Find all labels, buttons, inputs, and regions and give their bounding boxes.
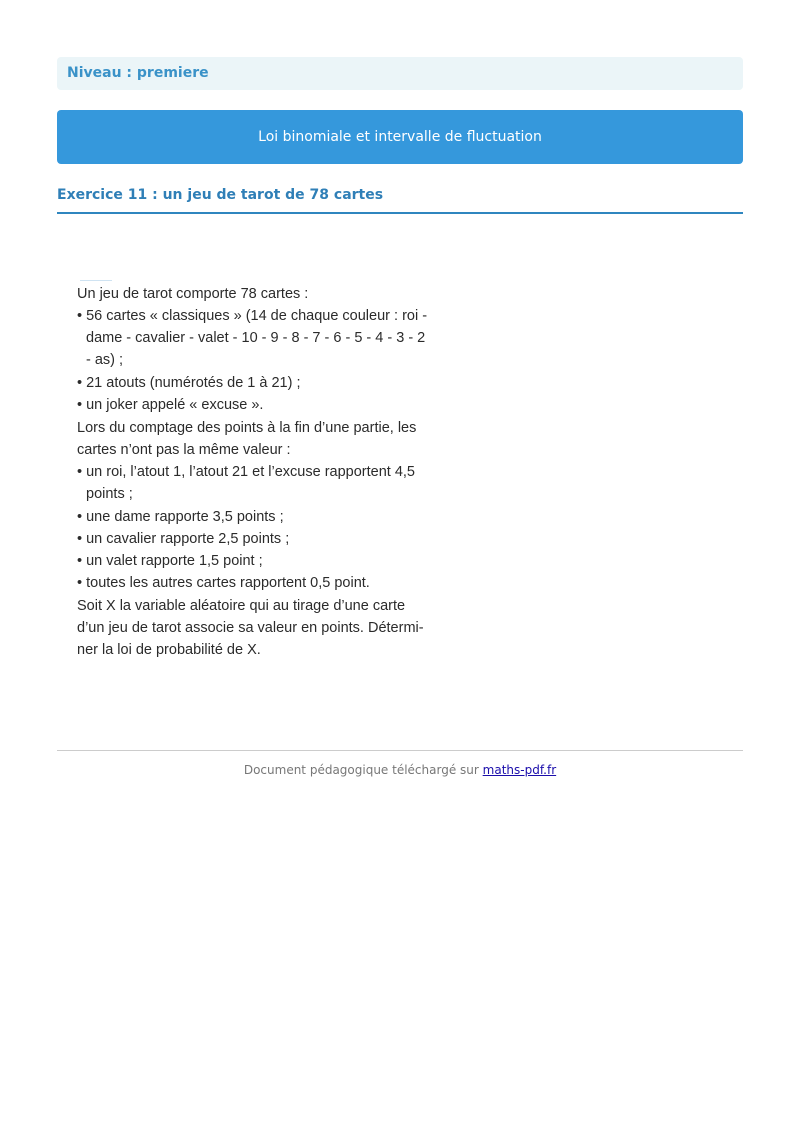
exercise-line: ner la loi de probabilité de X. bbox=[77, 642, 261, 658]
exercise-line: • toutes les autres cartes rapportent 0,5 point. bbox=[77, 575, 370, 591]
exercise-line: Lors du comptage des points à la fin d’une partie, les bbox=[77, 420, 417, 436]
exercise-heading: Exercice 11 : un jeu de tarot de 78 cartes bbox=[57, 184, 743, 214]
exercise-line: • 56 cartes « classiques » (14 de chaque couleur : roi - bbox=[77, 308, 428, 324]
footer-link[interactable]: maths-pdf.fr bbox=[482, 763, 557, 777]
footer-prefix: Document pédagogique téléchargé sur bbox=[243, 763, 479, 777]
exercise-line: d’un jeu de tarot associe sa valeur en points. Détermi- bbox=[77, 620, 424, 636]
exercise-line: • un valet rapporte 1,5 point ; bbox=[77, 553, 263, 569]
page-title: Loi binomiale et intervalle de fluctuation bbox=[57, 110, 743, 164]
footer bbox=[57, 762, 743, 778]
exercise-line: Soit X la variable aléatoire qui au tirage d’une carte bbox=[77, 598, 406, 614]
exercise-line: • un cavalier rapporte 2,5 points ; bbox=[77, 531, 290, 547]
exercise-line: • une dame rapporte 3,5 points ; bbox=[77, 509, 284, 525]
exercise-line: cartes n’ont pas la même valeur : bbox=[77, 442, 291, 458]
exercise-line: dame - cavalier - valet - 10 - 9 - 8 - 7 - 6 - 5 - 4 - 3 - 2 bbox=[86, 330, 426, 346]
exercise-line: • 21 atouts (numérotés de 1 à 21) ; bbox=[77, 375, 301, 391]
image-top-mark bbox=[80, 280, 112, 281]
exercise-line: Un jeu de tarot comporte 78 cartes : bbox=[77, 286, 309, 302]
exercise-line: • un joker appelé « excuse ». bbox=[77, 397, 264, 413]
level-label: Niveau : premiere bbox=[57, 57, 743, 90]
exercise-line: points ; bbox=[86, 486, 133, 502]
exercise-line: - as) ; bbox=[86, 352, 124, 368]
exercise-line: • un roi, l’atout 1, l’atout 21 et l’excuse rapportent 4,5 bbox=[77, 464, 415, 480]
footer-divider bbox=[57, 750, 743, 751]
exercise-statement bbox=[77, 277, 497, 667]
